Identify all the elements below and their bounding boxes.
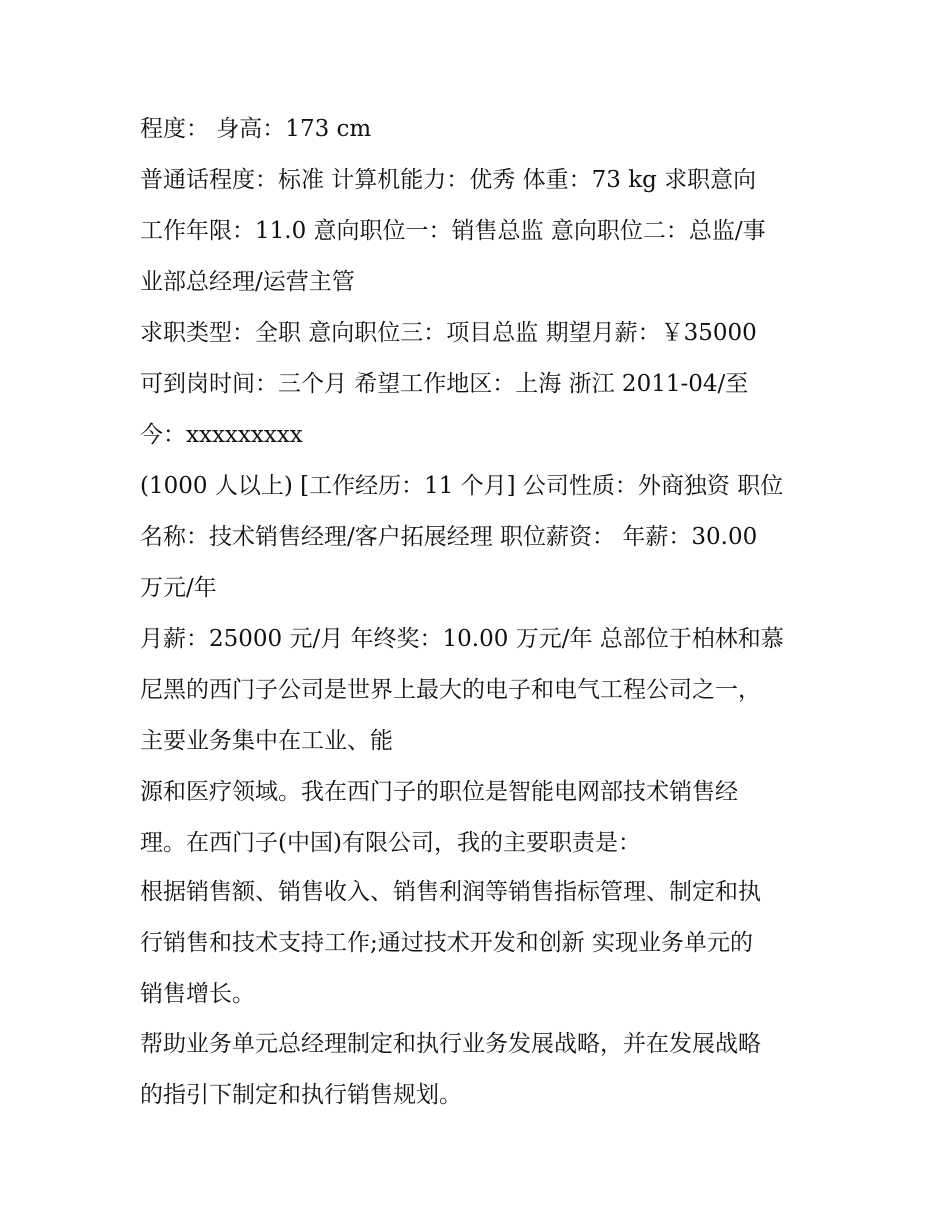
text-line: 程度： 身高：173 cm <box>140 116 372 142</box>
text-line: 求职类型：全职 意向职位三：项目总监 期望月薪：￥35000 <box>140 320 757 346</box>
text-line: 业部总经理/运营主管 <box>140 269 355 295</box>
text-line: 普通话程度：标准 计算机能力：优秀 体重：73 kg 求职意向 <box>140 167 757 193</box>
text-line: 今：xxxxxxxxx <box>140 422 303 448</box>
text-line: 主要业务集中在工业、能 <box>140 728 393 754</box>
text-line: 源和医疗领域。我在西门子的职位是智能电网部技术销售经 <box>140 779 738 805</box>
text-line: 名称：技术销售经理/客户拓展经理 职位薪资： 年薪：30.00 <box>140 524 758 550</box>
text-line: 帮助业务单元总经理制定和执行业务发展战略，并在发展战略 <box>140 1031 761 1057</box>
text-line: 尼黑的西门子公司是世界上最大的电子和电气工程公司之一， <box>140 677 761 703</box>
text-line: 行销售和技术支持工作;通过技术开发和创新 实现业务单元的 <box>140 930 754 956</box>
text-line: 月薪：25000 元/月 年终奖：10.00 万元/年 总部位于柏林和慕 <box>140 626 784 652</box>
text-line: 销售增长。 <box>140 981 255 1007</box>
text-line: 工作年限：11.0 意向职位一：销售总监 意向职位二：总监/事 <box>140 218 766 244</box>
text-line: 可到岗时间：三个月 希望工作地区：上海 浙江 2011-04/至 <box>140 371 749 397</box>
text-line: 的指引下制定和执行销售规划。 <box>140 1082 462 1108</box>
text-line: (1000 人以上) [工作经历：11 个月] 公司性质：外商独资 职位 <box>140 473 784 499</box>
text-line: 理。在西门子(中国)有限公司，我的主要职责是： <box>140 830 641 856</box>
text-line: 根据销售额、销售收入、销售利润等销售指标管理、制定和执 <box>140 879 761 905</box>
text-line: 万元/年 <box>140 575 217 601</box>
